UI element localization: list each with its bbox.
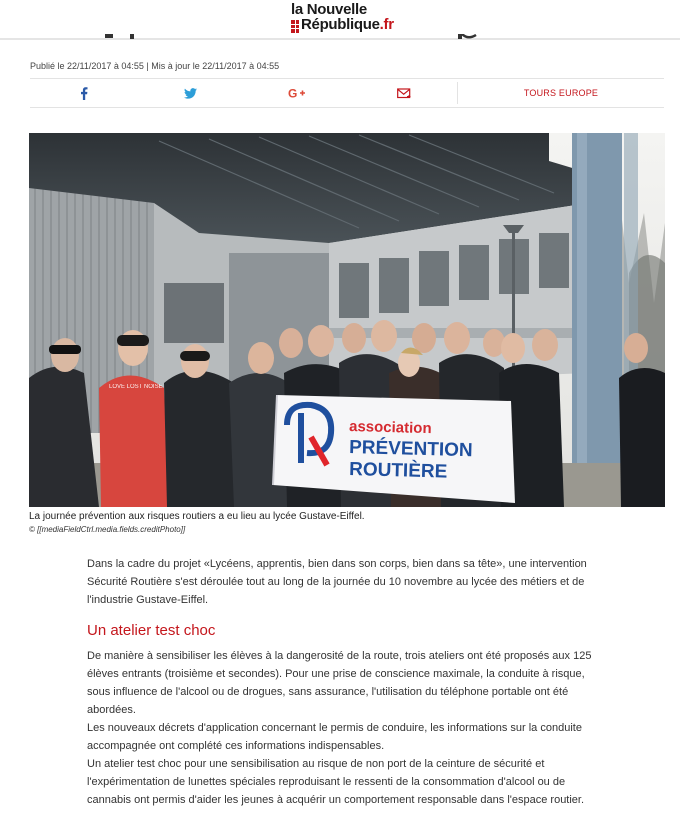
article-intro (87, 555, 609, 609)
body-line: De manière à sensibiliser les élèves à la dangerosité de la route, trois ateliers ont été proposés aux 125 (87, 650, 592, 662)
body-line: Un atelier test choc pour une sensibilisation au risque de non port de la ceinture de sécurité et (87, 758, 545, 770)
intro-line: Dans la cadre du projet «Lycéens, apprentis, bien dans son corps, bien dans sa tête», une intervention (87, 558, 587, 570)
intro-line: l'industrie Gustave-Eiffel. (87, 594, 209, 606)
article-body (87, 647, 609, 809)
share-twitter-button[interactable] (137, 79, 244, 107)
body-line: Les nouveaux décrets d'application concernant le permis de conduire, les informations sur la conduite (87, 722, 582, 734)
logo-line-1: la Nouvelle (291, 1, 367, 18)
banner-line-3: ROUTIÈRE (348, 459, 448, 483)
share-google-plus-button[interactable] (244, 79, 351, 107)
body-line: l'expérimentation de lunettes spéciales reproduisant le ressenti de la consommation d'alcool ou de (87, 776, 566, 788)
body-line: élèves entrants (troisième et secondes). Pour une prise de conscience maximale, la conduite à risque, (87, 668, 585, 680)
body-line: abordées. (87, 704, 136, 716)
site-logo[interactable] (291, 2, 411, 34)
photo-caption: La journée prévention aux risques routiers a eu lieu au lycée Gustave-Eiffel. (29, 511, 365, 522)
intro-line: Sécurité Routière s'est déroulée tout au long de la journée du 10 novembre au lycée des métiers et de (87, 576, 585, 588)
body-line: cannabis ont permis d'aider les jeunes à acquérir un comportement responsable dans l'espace routier. (87, 794, 585, 806)
logo-mark-icon (291, 19, 299, 32)
google-plus-icon (288, 87, 307, 99)
prevention-banner (273, 395, 515, 503)
location-tag-link[interactable]: TOURS EUROPE (523, 88, 599, 98)
article-subheading: Un atelier test choc (87, 622, 216, 639)
headline-cutoff (30, 34, 650, 40)
share-facebook-button[interactable] (30, 79, 137, 107)
share-bar (30, 78, 664, 108)
banner-line-2: PRÉVENTION (348, 437, 473, 462)
sweatshirt-text: LOVE LOST NOISE (109, 384, 163, 390)
logo-line-2: République.fr (301, 16, 394, 33)
svg-text:G: G (288, 87, 298, 99)
share-email-button[interactable] (351, 79, 457, 107)
email-icon (397, 88, 411, 99)
body-line: accompagnée ont complété ces informations indispensables. (87, 740, 385, 752)
body-line: sous influence de l'alcool ou de drogues, sans assurance, l'utilisation du téléphone portable ont été (87, 686, 569, 698)
facebook-icon (80, 87, 88, 100)
publication-meta: Publié le 22/11/2017 à 04:55 | Mis à jour le 22/11/2017 à 04:55 (30, 61, 280, 71)
twitter-icon (184, 88, 197, 99)
photo-credit: © [[mediaFieldCtrl.media.fields.creditPhoto]] (29, 525, 186, 534)
article-photo[interactable] (29, 133, 665, 507)
banner-line-1: association (348, 418, 432, 438)
